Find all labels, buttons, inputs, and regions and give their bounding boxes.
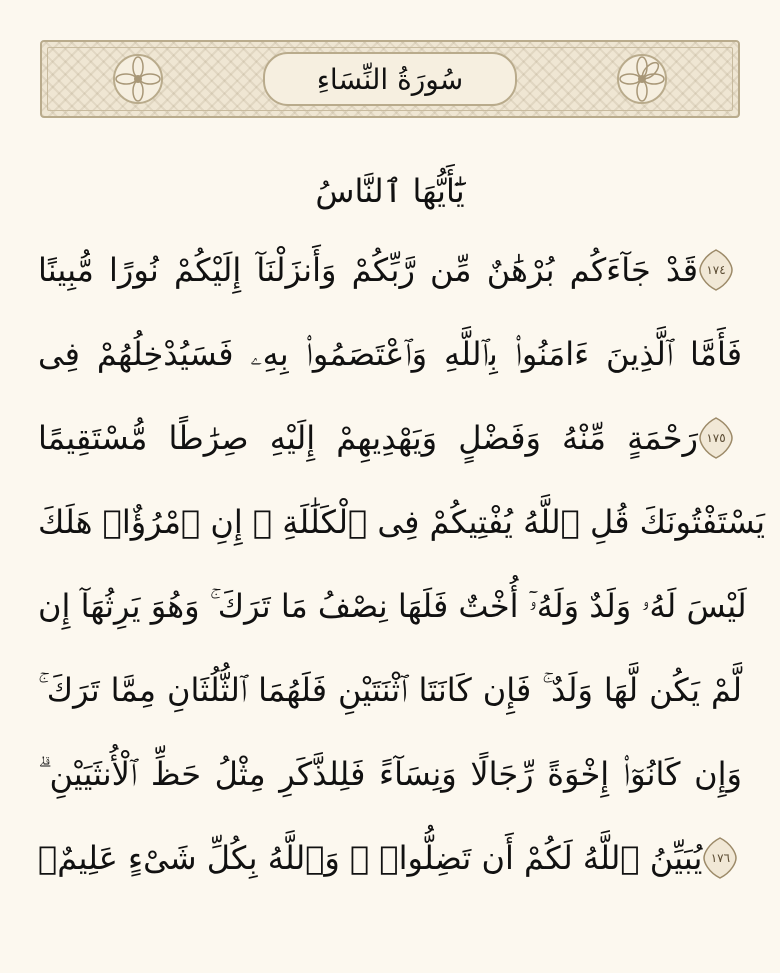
verse-line-text: رَحْمَةٍ مِّنْهُ وَفَضْلٍ وَيَهْدِيهِمْ إِلَيْهِ صِرَٰطًا مُّسْتَقِيمًا [38, 419, 698, 457]
rosette-ornament-icon [616, 53, 668, 105]
verse-line-text: وَإِن كَانُوٓا۟ إِخْوَةً رِّجَالًا وَنِسَآءً فَلِلذَّكَرِ مِثْلُ حَظِّ ٱلْأُنثَيَيْنِ ۗ [38, 754, 742, 793]
verse-line [38, 648, 742, 732]
ayah-number: ١٧٤ [706, 263, 726, 277]
ayah-number: ١٧٦ [710, 851, 731, 865]
surah-header-frame [40, 40, 740, 118]
verse-line-text: فَأَمَّا ٱلَّذِينَ ءَامَنُوا۟ بِٱللَّهِ وَٱعْتَصَمُوا۟ بِهِۦ فَسَيُدْخِلُهُمْ فِى [38, 334, 742, 373]
verse-line [38, 564, 747, 648]
verse-line-text: قَدْ جَآءَكُم بُرْهَٰنٌ مِّن رَّبِّكُمْ وَأَنزَلْنَآ إِلَيْكُمْ نُورًا مُّبِينًا [38, 251, 698, 289]
surah-title: سُورَةُ النِّسَاءِ [316, 62, 464, 96]
verse-line [38, 228, 742, 312]
ayah-marker [702, 836, 738, 880]
verse-line [38, 816, 742, 900]
verse-line-text: لَيْسَ لَهُۥ وَلَدٌ وَلَهُۥٓ أُخْتٌ فَلَهَا نِصْفُ مَا تَرَكَ ۚ وَهُوَ يَرِثُهَآ إِن [38, 586, 747, 625]
ayah-number: ١٧٥ [706, 431, 726, 445]
ayah-marker [698, 248, 734, 292]
verse-line [38, 732, 742, 816]
verse-line [38, 480, 766, 564]
invocation-line: يَٰٓأَيُّهَا ٱلنَّاسُ [315, 172, 465, 210]
verse-line [38, 396, 742, 480]
verse-line [38, 312, 742, 396]
rosette-ornament-icon [112, 53, 164, 105]
surah-title-cartouche [263, 52, 517, 106]
ayah-marker [698, 416, 734, 460]
verse-line-text: لَّمْ يَكُن لَّهَا وَلَدٌ ۚ فَإِن كَانَتَا ٱثْنَتَيْنِ فَلَهُمَا ٱلثُّلُثَانِ مِمَّا تَرَكَ ۚ [38, 670, 742, 709]
verse-line-text: يُبَيِّنُ ٱللَّهُ لَكُمْ أَن تَضِلُّوا۟ ۗ وَٱللَّهُ بِكُلِّ شَىْءٍ عَلِيمٌۢ [38, 839, 703, 877]
verse-line-text: يَسْتَفْتُونَكَ قُلِ ٱللَّهُ يُفْتِيكُمْ فِى ٱلْكَلَٰلَةِ ۚ إِنِ ٱمْرُؤٌا۟ هَلَكَ [38, 503, 766, 541]
